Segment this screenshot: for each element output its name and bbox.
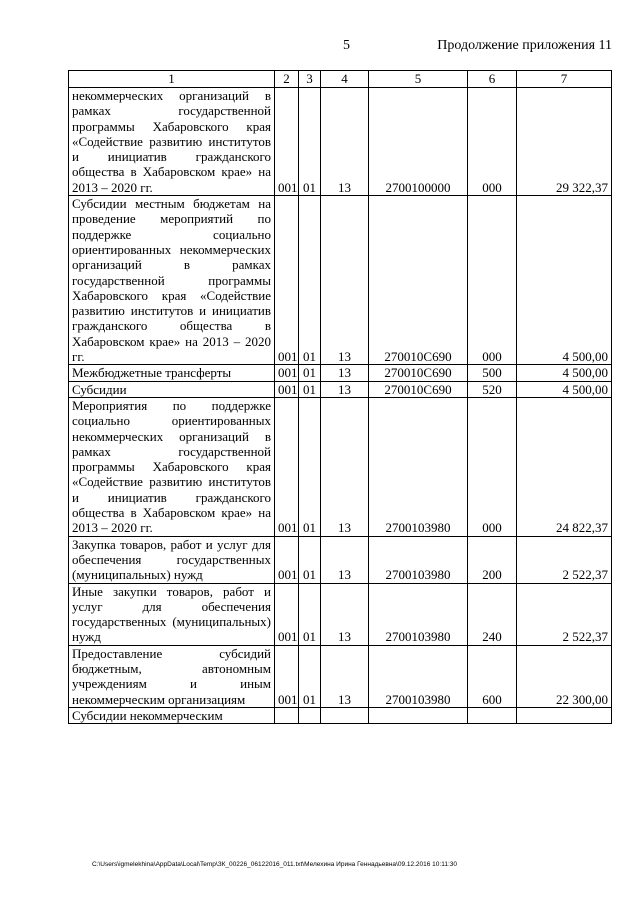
cell-ministry: 001 [275, 583, 299, 645]
cell-ministry: 001 [275, 397, 299, 536]
cell-expense-type [468, 707, 517, 723]
cell-section: 01 [299, 583, 321, 645]
appendix-title: Продолжение приложения 11 [437, 38, 612, 53]
table-row [69, 196, 612, 365]
cell-section: 01 [299, 536, 321, 583]
column-header: 7 [517, 71, 612, 88]
cell-amount: 29 322,37 [517, 88, 612, 196]
cell-amount: 2 522,37 [517, 583, 612, 645]
cell-subsection: 13 [321, 536, 369, 583]
cell-target-article: 270010С690 [369, 381, 468, 397]
column-header: 2 [275, 71, 299, 88]
column-header: 4 [321, 71, 369, 88]
cell-target-article: 2700100000 [369, 88, 468, 196]
row-name: Субсидии [69, 381, 275, 397]
cell-subsection: 13 [321, 196, 369, 365]
column-header: 5 [369, 71, 468, 88]
budget-table [68, 70, 612, 724]
cell-expense-type: 200 [468, 536, 517, 583]
cell-expense-type: 000 [468, 397, 517, 536]
cell-expense-type: 600 [468, 645, 517, 707]
row-name: Предоставление субсидий бюджетным, автономным учреждениям и иным некоммерческим организациям [69, 645, 275, 707]
cell-section: 01 [299, 645, 321, 707]
cell-target-article: 2700103980 [369, 397, 468, 536]
cell-section: 01 [299, 365, 321, 381]
table-row-partial [69, 707, 612, 723]
cell-subsection: 13 [321, 583, 369, 645]
cell-amount: 4 500,00 [517, 196, 612, 365]
table-row [69, 397, 612, 536]
cell-target-article: 2700103980 [369, 645, 468, 707]
cell-subsection: 13 [321, 365, 369, 381]
row-name: Мероприятия по поддержке социально ориентированных некоммерческих организаций в рамках государственной программы Хабаровского края «Содействие развитию институтов и инициатив гражданского общества в Хабаровском крае» на 2013 – 2020 гг. [69, 397, 275, 536]
cell-section [299, 707, 321, 723]
cell-target-article: 2700103980 [369, 583, 468, 645]
cell-expense-type: 000 [468, 88, 517, 196]
cell-section: 01 [299, 381, 321, 397]
cell-target-article: 270010С690 [369, 365, 468, 381]
cell-ministry: 001 [275, 536, 299, 583]
table-row [69, 365, 612, 381]
cell-subsection: 13 [321, 397, 369, 536]
table-row [69, 536, 612, 583]
page-number: 5 [343, 38, 350, 53]
cell-target-article: 270010С690 [369, 196, 468, 365]
cell-amount: 4 500,00 [517, 365, 612, 381]
cell-subsection: 13 [321, 381, 369, 397]
footer-file-path: C:\Users\igmelekhina\AppData\Local\Temp\ЗК_00226_06122016_011.txt\Мелехина Ирина Геннадьевна\09.12.2016 10:11:30 [92, 861, 457, 868]
table-row [69, 583, 612, 645]
cell-section: 01 [299, 196, 321, 365]
cell-target-article: 2700103980 [369, 536, 468, 583]
row-name: некоммерческих организаций в рамках государственной программы Хабаровского края «Содействие развитию институтов и инициатив гражданского общества в Хабаровском крае» на 2013 – 2020 гг. [69, 88, 275, 196]
table-row [69, 381, 612, 397]
cell-subsection [321, 707, 369, 723]
cell-subsection: 13 [321, 88, 369, 196]
cell-section: 01 [299, 88, 321, 196]
cell-target-article [369, 707, 468, 723]
column-number-row [69, 71, 612, 88]
cell-ministry: 001 [275, 88, 299, 196]
cell-ministry: 001 [275, 196, 299, 365]
cell-ministry: 001 [275, 365, 299, 381]
cell-ministry [275, 707, 299, 723]
cell-ministry: 001 [275, 381, 299, 397]
column-header: 1 [69, 71, 275, 88]
row-name: Субсидии некоммерческим [69, 707, 275, 723]
table-row [69, 645, 612, 707]
cell-amount: 2 522,37 [517, 536, 612, 583]
cell-ministry: 001 [275, 645, 299, 707]
cell-expense-type: 000 [468, 196, 517, 365]
cell-expense-type: 240 [468, 583, 517, 645]
cell-amount: 22 300,00 [517, 645, 612, 707]
cell-expense-type: 520 [468, 381, 517, 397]
column-header: 3 [299, 71, 321, 88]
cell-amount: 4 500,00 [517, 381, 612, 397]
cell-amount: 24 822,37 [517, 397, 612, 536]
cell-expense-type: 500 [468, 365, 517, 381]
cell-section: 01 [299, 397, 321, 536]
row-name: Закупка товаров, работ и услуг для обеспечения государственных (муниципальных) нужд [69, 536, 275, 583]
row-name: Межбюджетные трансферты [69, 365, 275, 381]
cell-subsection: 13 [321, 645, 369, 707]
row-name: Иные закупки товаров, работ и услуг для обеспечения государственных (муниципальных) нужд [69, 583, 275, 645]
cell-amount [517, 707, 612, 723]
column-header: 6 [468, 71, 517, 88]
table-row [69, 88, 612, 196]
row-name: Субсидии местным бюджетам на проведение мероприятий по поддержке социально ориентированных некоммерческих организаций в рамках государственной программы Хабаровского края «Содействие развитию институтов и инициатив гражданского общества в Хабаровском крае» на 2013 – 2020 гг. [69, 196, 275, 365]
